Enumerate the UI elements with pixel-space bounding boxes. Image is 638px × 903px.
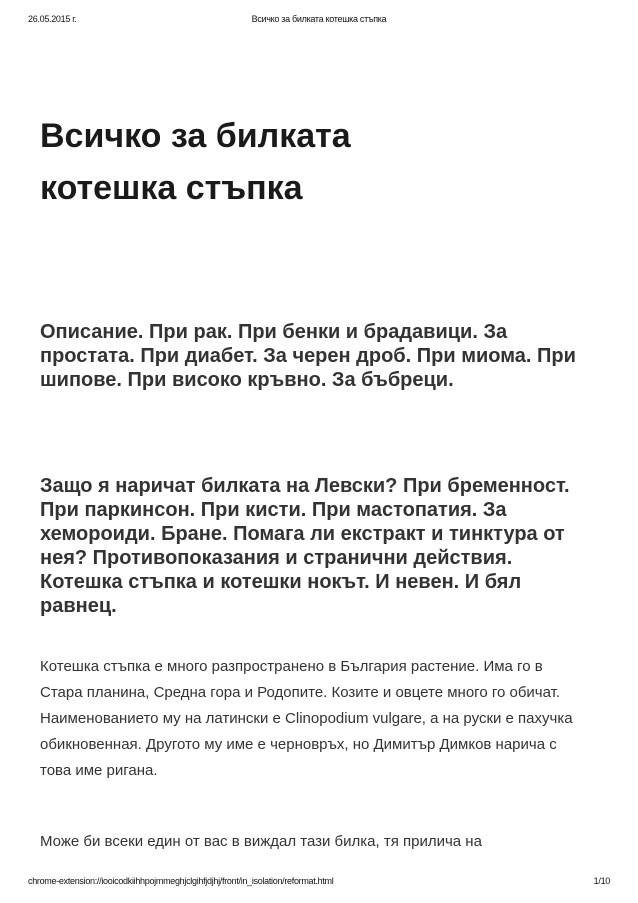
page-number: 1/10 [593, 876, 610, 886]
body-paragraph-2: Може би всеки един от вас в виждал тази билка, тя прилича на [40, 833, 482, 850]
subtitle-questions: Защо я наричат билката на Левски? При бременност. При паркинсон. При кисти. При мастопатия. За хемороиди. Бране. Помага ли екстракт и тинктура от нея? Противопоказания и странични действия. Котешка стъпка и котешки нокът. И невен. И бял равнец. [40, 475, 570, 617]
page-title-line-2: котешка стъпка [40, 169, 303, 207]
subtitle-topics: Описание. При рак. При бенки и брадавици. За простата. При диабет. За черен дроб. При миома. При шипове. При високо кръвно. За бъбреци. [40, 321, 576, 391]
print-footer [28, 876, 610, 890]
print-document-title: Всичко за билката котешка стъпка [251, 14, 387, 24]
page-title [40, 110, 560, 214]
body-paragraph-1: Котешка стъпка е много разпространено в България растение. Има го в Стара планина, Средна гора и Родопите. Козите и овцете много го обичат. Наименованието му на латински е Clinopodium vulgare, а на руски е пахучка обикновенная. Другото му име е черновръх, но Димитър Димков нарича с това име ригана. [40, 658, 573, 779]
print-date: 26.05.2015 г. [28, 14, 77, 24]
print-url: chrome-extension://iooicodkiihhpojmmeghjclgihfjdjhj/front/in_isolation/reformat.html [28, 876, 334, 886]
page-title-line-1: Всичко за билката [40, 117, 351, 155]
print-header [28, 14, 610, 28]
